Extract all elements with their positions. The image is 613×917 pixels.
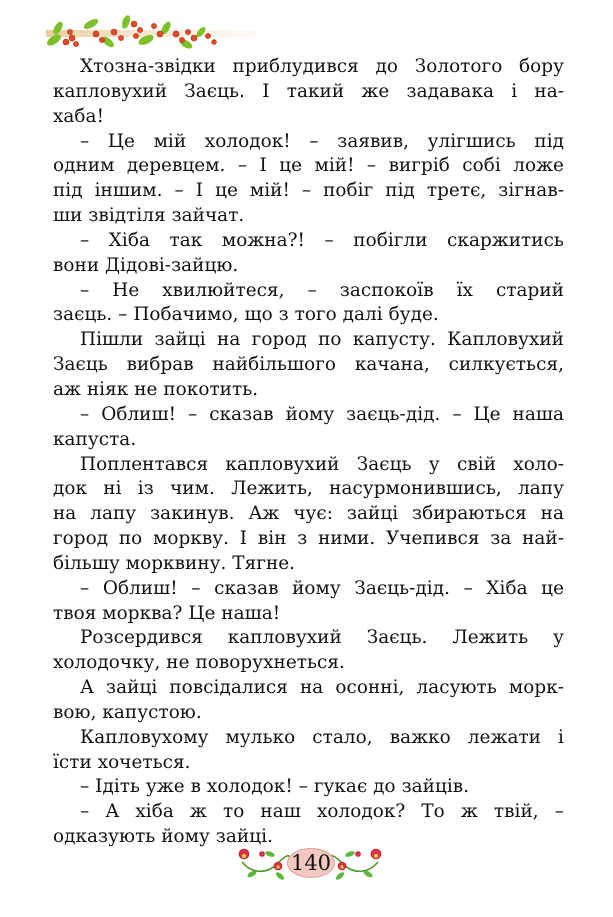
text-line: вони Дідові-зайцю. [53, 254, 239, 276]
text-line: на лапу закинув. Аж чує: зайці збираються на [53, 503, 564, 525]
text-line: хаба! [53, 105, 105, 127]
text-line: Пішли зайці на город по капусту. Капловухий [80, 329, 564, 351]
text-line: капуста. [53, 428, 137, 450]
text-line: А зайці повсідалися на осонні, ласують морк- [80, 677, 564, 699]
text-line: Капловухому мулько стало, важко лежати і [80, 726, 564, 748]
text-line: твоя морква? Це наша! [53, 602, 281, 624]
text-line: ши звідтіля зайчат. [53, 205, 245, 227]
text-line: Поплентався капловухий Заєць у свій холо- [80, 453, 564, 475]
text-line: їсти хочеться. [53, 751, 191, 773]
text-line: одказують йому зайці. [53, 826, 273, 848]
text-line: – Це мій холодок! – заявив, улігшись під [80, 130, 564, 152]
text-line: вою, капустою. [53, 701, 202, 723]
text-line: холодочку, не поворухнеться. [53, 652, 345, 674]
text-line: – А хіба ж то наш холодок? То ж твій, – [80, 801, 564, 823]
text-line: капловухий Заєць. І такий же задавака і на- [53, 80, 564, 102]
page-number: 140 [287, 848, 335, 878]
story-text [53, 55, 564, 850]
text-line: – Не хвилюйтеся, – заспокоїв їх старий [80, 279, 564, 301]
text-line: – Облиш! – сказав йому Заєць-дід. – Хіба це [80, 577, 564, 599]
text-line: одним деревцем. – І це мій! – вигріб собі ложе [53, 155, 564, 177]
text-line: Розсердився капловухий Заєць. Лежить у [80, 627, 564, 649]
text-line: Заєць вибрав найбільшого качана, силкується, [53, 354, 564, 376]
text-line: під іншим. – І це мій! – побіг під третє, зігнав- [53, 180, 564, 202]
text-line: – Облиш! – сказав йому заєць-дід. – Це наша [80, 403, 564, 425]
text-line: – Хіба так можна?! – побігли скаржитись [80, 229, 564, 251]
text-line: аж ніяк не покотить. [53, 378, 259, 400]
berry-branch-ornament-icon [36, 14, 256, 50]
text-line: город по моркву. І він з ними. Учепився за най- [53, 528, 564, 550]
text-line: – Ідіть уже в холодок! – гукає до зайців. [80, 776, 470, 798]
text-line: більшу морквину. Тягне. [53, 552, 296, 574]
text-line: заєць. – Побачимо, що з того далі буде. [53, 304, 439, 326]
text-line: док ні із чим. Лежить, насурмонившись, лапу [53, 478, 564, 500]
text-line: Хтозна-звідки приблудився до Золотого бору [80, 56, 564, 77]
